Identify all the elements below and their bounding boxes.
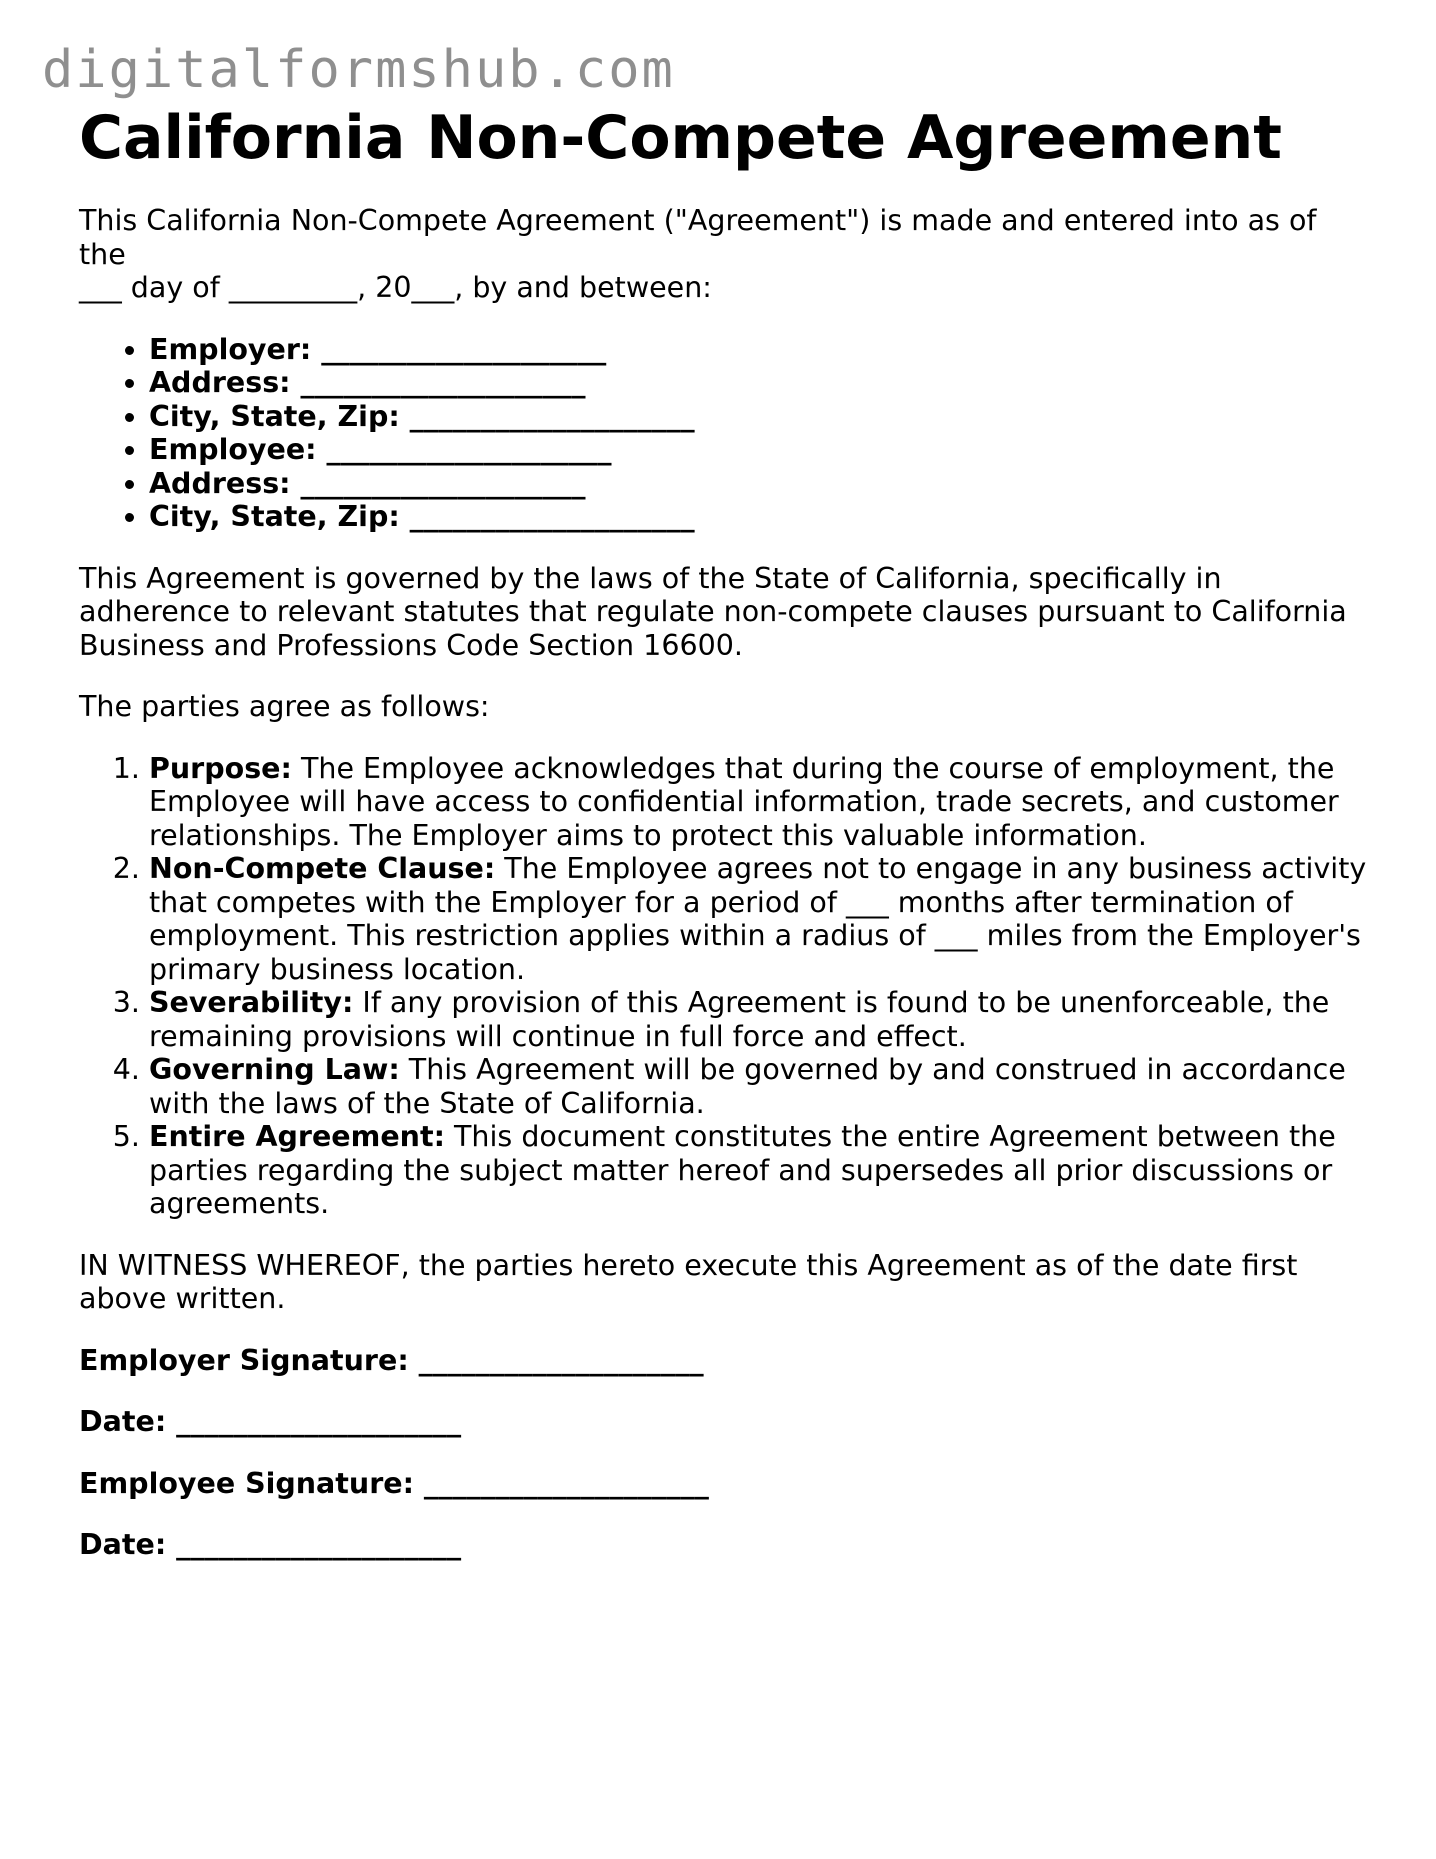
- party-employer: • Employer: ____________________: [149, 333, 1369, 367]
- terms-list: [79, 752, 1369, 1221]
- term-text: The Employee acknowledges that during the course of employment, the Employee will have access to confidential information, trade secrets, and customer relationships. The Employer aims to protect this valuable information.: [149, 751, 1339, 852]
- term-purpose: [149, 752, 1369, 853]
- term-heading: Governing Law:: [149, 1053, 400, 1086]
- term-text: This document constitutes the entire Agreement between the parties regarding the subject matter hereof and supersedes all prior discussions or agreements.: [149, 1120, 1336, 1220]
- term-heading: Purpose:: [149, 751, 292, 785]
- intro-line-1: This California Non-Compete Agreement ("Agreement") is made and entered into as of the: [79, 204, 1317, 271]
- employee-signature-line: Employee Signature: ____________________: [79, 1466, 709, 1500]
- term-heading: Severability:: [149, 986, 354, 1019]
- term-severability: [149, 986, 1369, 1053]
- agree-intro: The parties agree as follows:: [79, 690, 490, 723]
- term-text: If any provision of this Agreement is found to be unenforceable, the remaining provisions will continue in full force and effect.: [149, 986, 1330, 1053]
- employer-signature-line: Employer Signature: ____________________: [79, 1343, 704, 1377]
- term-heading: Non-Compete Clause:: [149, 852, 496, 885]
- party-employee-address: • Address: ____________________: [149, 467, 1369, 501]
- intro-line-2: ___ day of _________, 20___, by and between:: [79, 271, 712, 304]
- employee-date-line: Date: ____________________: [79, 1528, 462, 1561]
- document-page: [79, 96, 1369, 1562]
- term-text: This Agreement will be governed by and construed in accordance with the laws of the State of California.: [149, 1053, 1346, 1120]
- parties-list: [79, 333, 1369, 534]
- term-governing-law: [149, 1053, 1369, 1120]
- document-title: California Non-Compete Agreement: [79, 103, 1282, 173]
- term-heading: Entire Agreement:: [149, 1120, 445, 1153]
- watermark-text: digitalformshub.com: [42, 40, 675, 100]
- party-employer-address: • Address: ____________________: [149, 366, 1369, 400]
- term-non-compete-clause: [149, 852, 1369, 986]
- witness-paragraph: IN WITNESS WHEREOF, the parties hereto execute this Agreement as of the date first above written.: [79, 1248, 1298, 1315]
- party-employee-city-state-zip: • City, State, Zip: ____________________: [149, 500, 1369, 534]
- term-text: The Employee agrees not to engage in any business activity that competes with the Employer for a period of ___ months after termination of employment. This restriction applies within a radius of ___ miles from the Employer's primary business location.: [149, 852, 1367, 986]
- party-employee: • Employee: ____________________: [149, 433, 1369, 467]
- employer-date-line: Date: ____________________: [79, 1405, 462, 1438]
- intro-paragraph: [79, 204, 1369, 305]
- term-entire-agreement: [149, 1120, 1369, 1221]
- party-employer-city-state-zip: • City, State, Zip: ____________________: [149, 400, 1369, 434]
- governing-paragraph: This Agreement is governed by the laws of the State of California, specifically in adherence to relevant statutes that regulate non-compete clauses pursuant to California Business and Professions Code Section 16600.: [79, 561, 1347, 662]
